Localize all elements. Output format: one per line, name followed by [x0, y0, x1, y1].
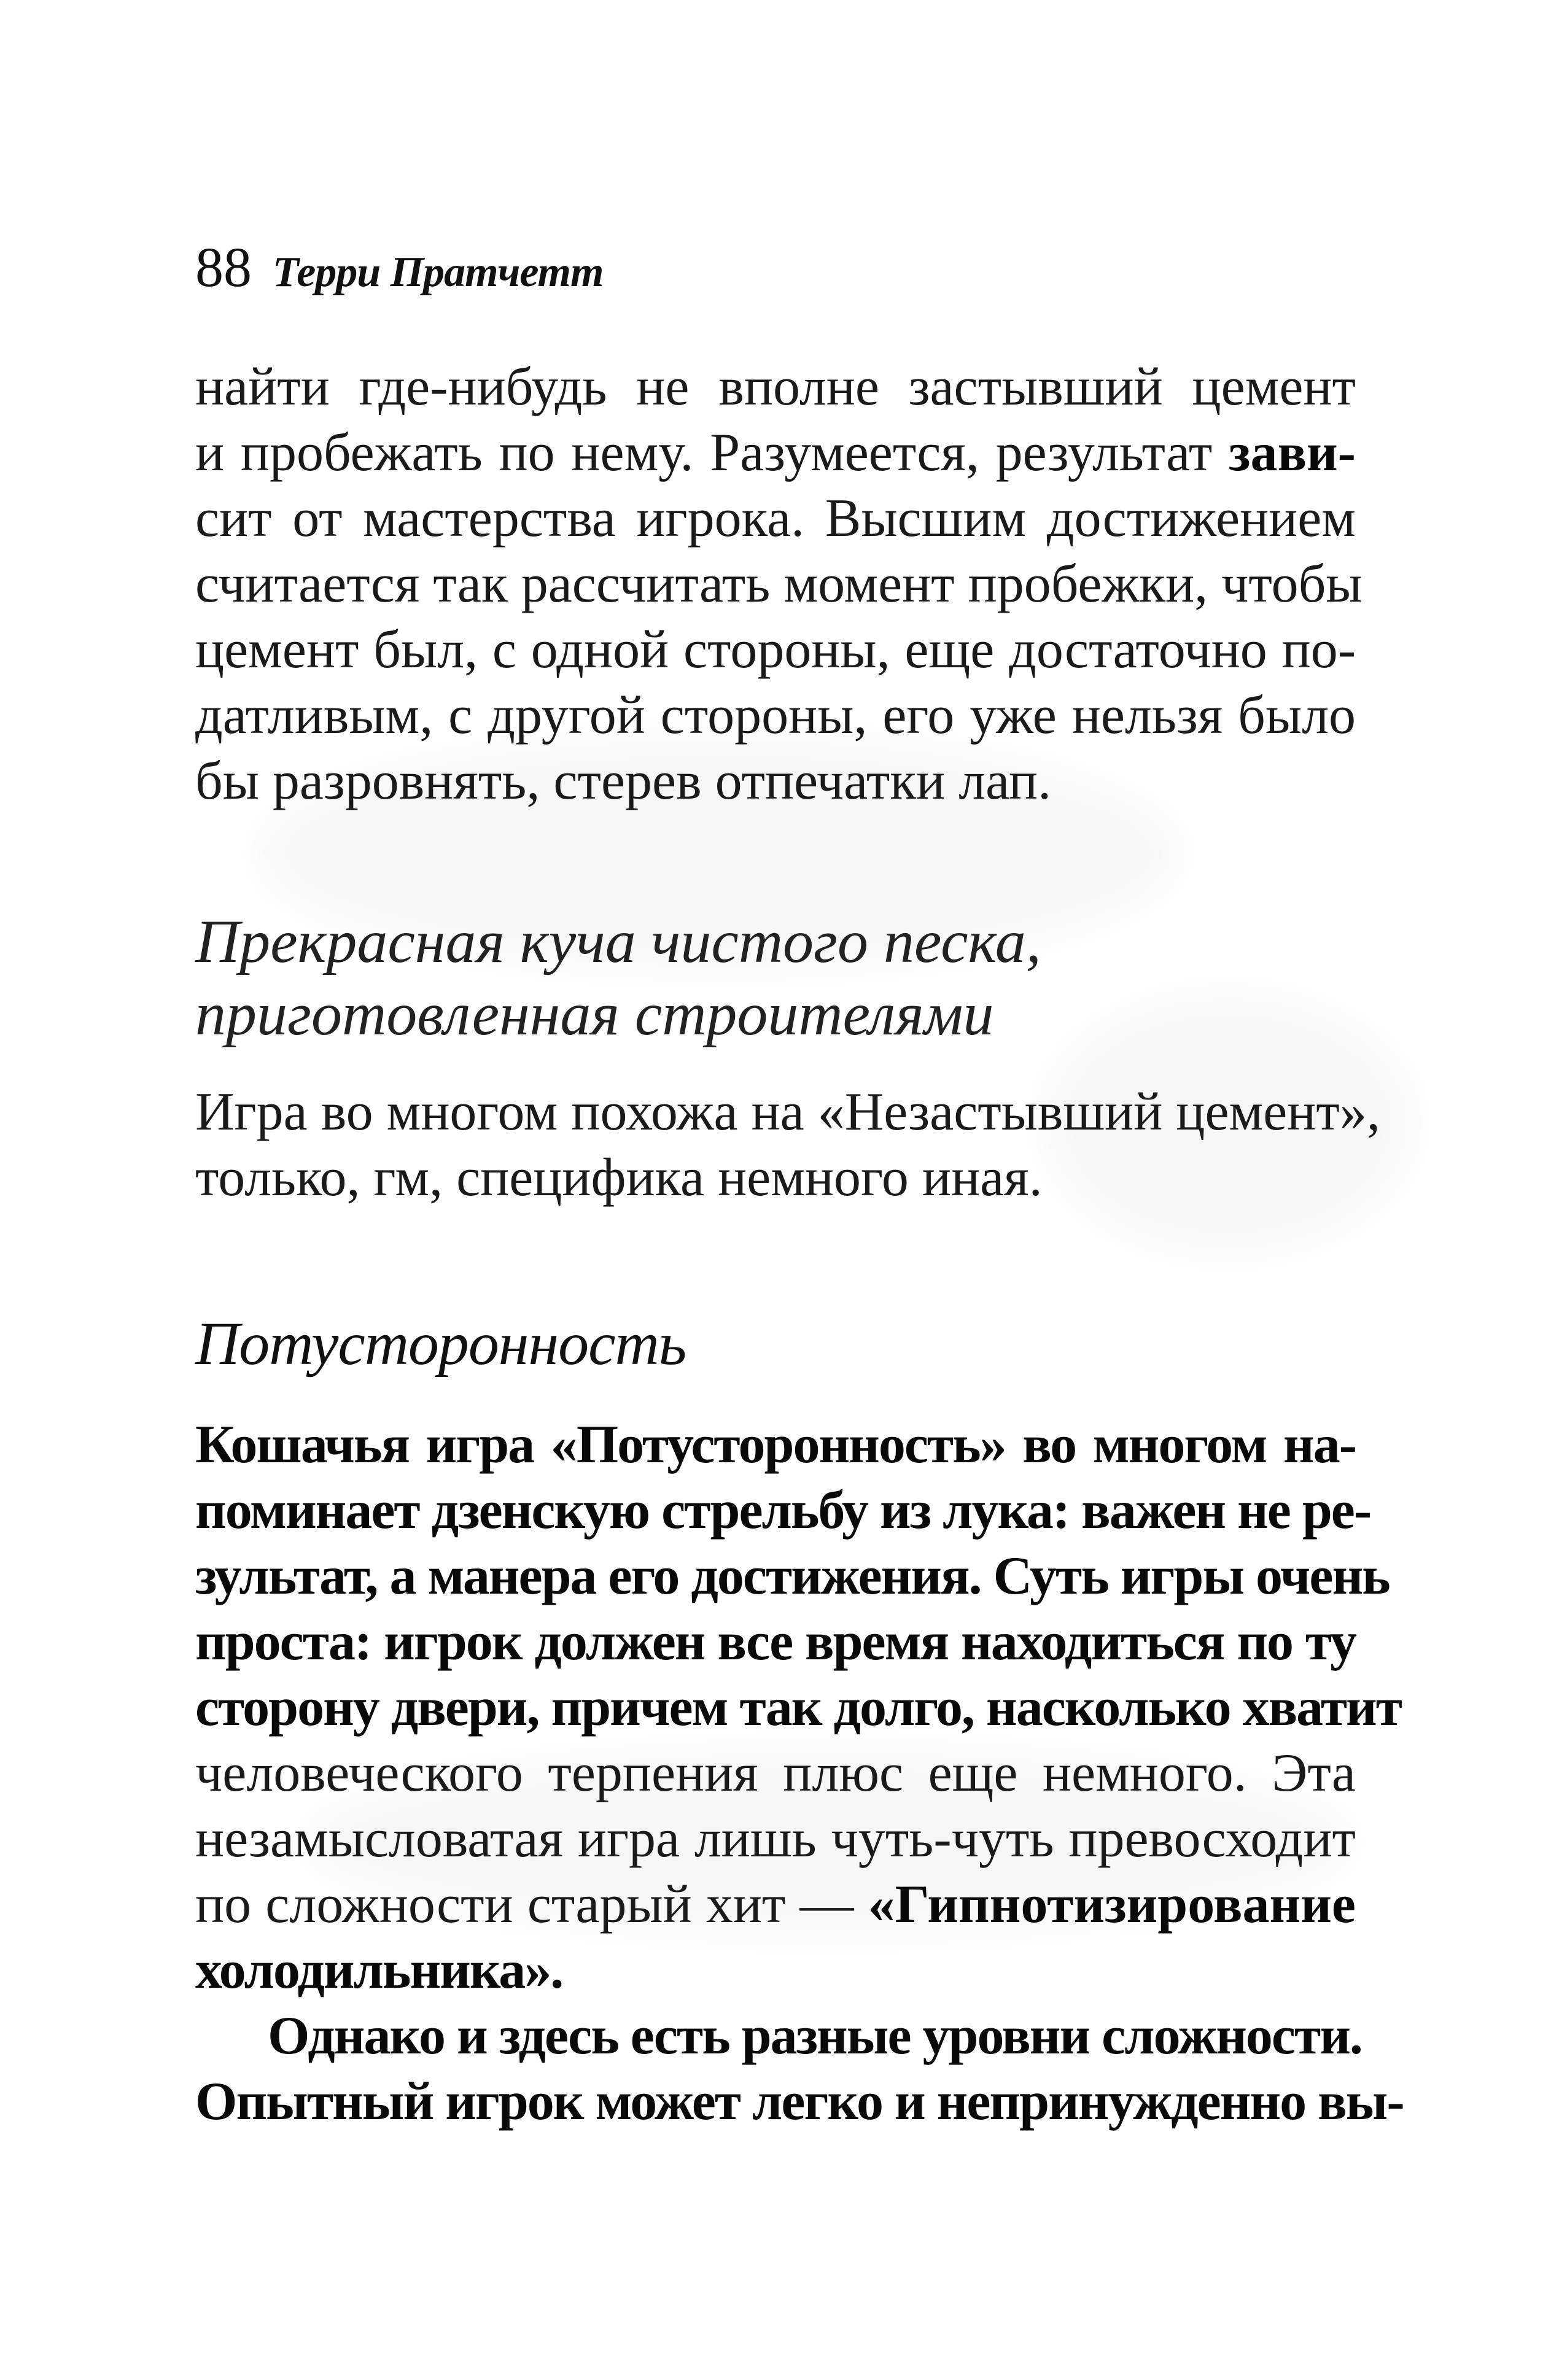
text-line: Однако и здесь есть разные уровни сложности. — [268, 2006, 1362, 2066]
text-line: Опытный игрок может легко и непринужденно вы- — [195, 2072, 1404, 2131]
text-line: поминает дзенскую стрельбу из лука: важен не ре- — [195, 1481, 1371, 1540]
text-line: проста: игрок должен все время находиться по ту — [195, 1612, 1356, 1672]
bold-fragment: «Гипнотизирование — [868, 1875, 1356, 1934]
running-author: Терри Пратчетт — [273, 249, 604, 296]
text-line: человеческого терпения плюс еще немного. Эта — [195, 1743, 1356, 1803]
text-line: сит от мастерства игрока. Высшим достижением — [195, 489, 1356, 548]
text-line: сторону двери, причем так долго, насколько хватит — [195, 1678, 1401, 1737]
section-heading-sand — [195, 905, 1356, 1050]
text-line — [195, 1872, 1356, 1937]
paragraph-sand — [195, 1079, 1380, 1211]
text-line: бы разровнять, стерев отпечатки лап. — [195, 751, 1052, 811]
bold-fragment: зави- — [1229, 423, 1356, 483]
bold-passage — [195, 1412, 1401, 1740]
paragraph-otherside — [195, 1412, 1404, 2134]
text-fragment: и пробежать по нему. Разумеется, результат — [195, 423, 1213, 483]
section-heading-otherside — [195, 1308, 1356, 1380]
page-number: 88 — [195, 236, 252, 298]
text-line: Кошачья игра «Потусторонность» во многом на- — [195, 1415, 1356, 1475]
text-line: холодильника». — [195, 1940, 563, 2000]
text-line — [195, 420, 1356, 486]
running-header — [195, 235, 603, 302]
text-fragment: по сложности старый хит — — [195, 1875, 868, 1934]
text-line: Игра во многом похожа на «Незастывший цемент», — [195, 1082, 1380, 1142]
paragraph-cement — [195, 354, 1362, 814]
text-line: считается так рассчитать момент пробежки, чтобы — [195, 554, 1362, 614]
text-line: датливым, с другой стороны, его уже нельзя было — [195, 686, 1356, 745]
text-line: найти где-нибудь не вполне застывший цемент — [195, 357, 1356, 417]
text-line: зультат, а манера его достижения. Суть игры очень — [195, 1546, 1390, 1606]
text-line: цемент был, с одной стороны, еще достаточно по- — [195, 620, 1356, 680]
heading-line: Прекрасная куча чистого песка, — [195, 907, 1041, 975]
bold-passage — [195, 1937, 1404, 2134]
text-line: только, гм, специфика немного иная. — [195, 1148, 1043, 1207]
heading-line: приготовленная строителями — [195, 980, 994, 1048]
heading-line: Потусторонность — [195, 1309, 686, 1378]
text-line: незамысловатая игра лишь чуть-чуть превосходит — [195, 1809, 1356, 1869]
